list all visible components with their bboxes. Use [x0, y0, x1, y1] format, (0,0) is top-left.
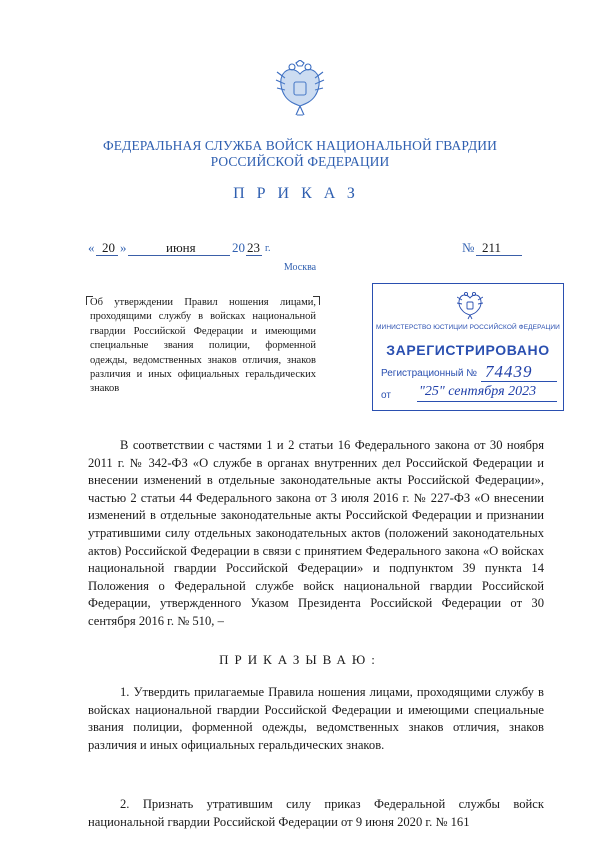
stamp-ministry: МИНИСТЕРСТВО ЮСТИЦИИ РОССИЙСКОЙ ФЕДЕРАЦИИ [376, 324, 560, 331]
date-month: июня [166, 240, 196, 255]
date-day: 20 [102, 240, 115, 255]
preamble-paragraph: В соответствии с частями 1 и 2 статьи 16 Федерального закона от 30 ноября 2011 г. № 342-ФЗ «О службе в органах внутренних дел Российской Федерации и внесении изменений в отдельные законодательные акты Российской Федерации», частью 2 статьи 44 Федерального закона от 3 июля 2016 г. № 227-ФЗ «О внесении изменений в отдельные законодательные акты Российской Федерации и признании утратившими силу отдельных законодательных актов (положений законодательных актов) Российской Федерации в связи с принятием Федерального закона «О войсках национальной гвардии Российской Федерации» и подпунктом 39 пункта 14 Положения о Федеральной службе войск национальной гвардии Российской Федерации, утвержденного Указом Президента Российской Федерации от 30 сентября 2016 г. № 510, – [88, 438, 544, 628]
date-year-prefix: 20 [232, 240, 245, 255]
registration-stamp [372, 283, 564, 411]
order-item-1: 1. Утвердить прилагаемые Правила ношения лицами, проходящими службу в войсках национальной гвардии Российской Федерации и имеющими специальные звания полиции, форменной одежды, ведомственных знаков отличия, знаков различия и иных официальных геральдических знаков. [88, 685, 544, 752]
order-item-2: 2. Признать утратившим силу приказ Федеральной службы войск национальной гвардии Российской Федерации от 9 июня 2020 г. № 161 [88, 797, 544, 829]
date-quote-open: « [88, 240, 95, 255]
subject-bracket-left [86, 296, 93, 305]
double-headed-eagle-emblem [275, 60, 325, 118]
stamp-number-underline [481, 381, 557, 382]
date-year-mark: г. [265, 243, 271, 254]
number-sign: № [462, 240, 475, 255]
stamp-reg-label: Регистрационный № [381, 368, 477, 379]
subject-text: Об утверждении Правил ношения лицами, проходящими службу в войсках национальной гвардии Российской Федерации и имеющими специальные звания полиции, форменной одежды, ведомственных знаков отличия, знаков различия и иных официальных геральдических знаков [90, 297, 316, 395]
order-subject [90, 296, 316, 397]
month-underline [128, 255, 230, 256]
date-year-suffix: 23 [247, 240, 260, 255]
orders-heading: ПРИКАЗЫВАЮ: [219, 652, 381, 667]
agency-name-line2: РОССИЙСКОЙ ФЕДЕРАЦИИ [210, 154, 390, 169]
stamp-emblem-icon [457, 290, 483, 320]
stamp-date-underline [417, 401, 557, 402]
date-quote-close: » [120, 240, 127, 255]
year-underline [246, 255, 262, 256]
stamp-date-prefix: от [381, 390, 391, 401]
agency-name-line1: ФЕДЕРАЛЬНАЯ СЛУЖБА ВОЙСК НАЦИОНАЛЬНОЙ ГВАРДИИ [103, 138, 497, 153]
document-type-title: ПРИКАЗ [233, 185, 367, 202]
subject-bracket-right [313, 296, 320, 305]
number-underline [476, 255, 522, 256]
city-name: Москва [283, 262, 317, 273]
stamp-status: ЗАРЕГИСТРИРОВАНО [386, 342, 550, 358]
stamp-date: "25" сентября 2023 [419, 384, 537, 399]
day-underline [96, 255, 118, 256]
order-number: 211 [482, 240, 502, 255]
stamp-reg-number: 74439 [485, 362, 533, 381]
